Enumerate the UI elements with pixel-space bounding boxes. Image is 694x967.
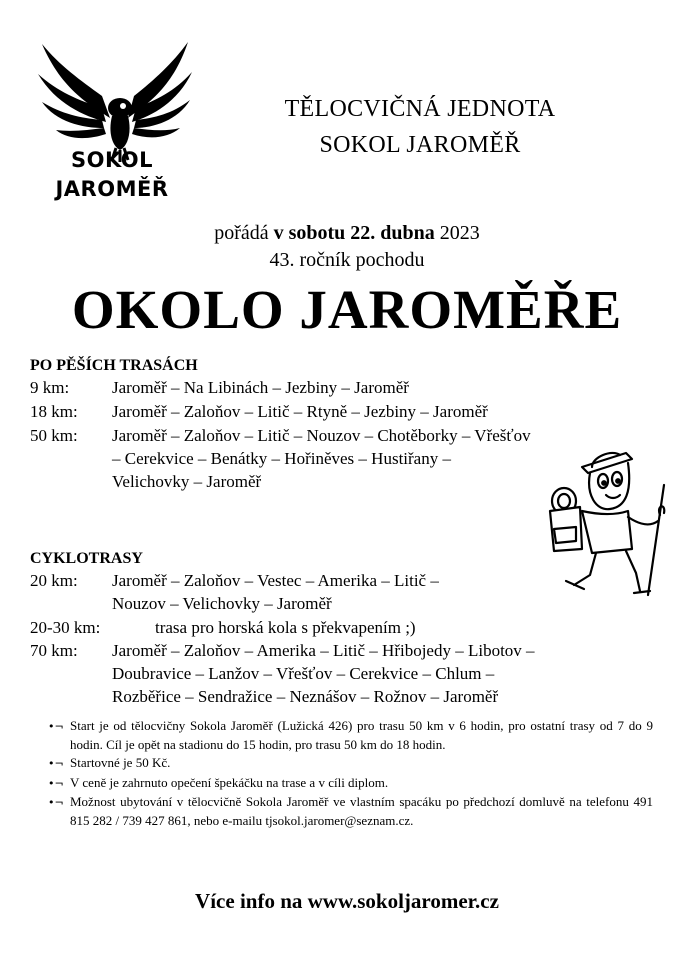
sokol-logo xyxy=(32,36,192,206)
event-date-line xyxy=(0,222,694,245)
route-distance: 18 km: xyxy=(30,402,78,421)
cycling-heading: CYKLOTRASY xyxy=(30,550,143,567)
route-line: Jaroměř – Zaloňov – Litič – Rtyně – Jezbiny – Jaroměř xyxy=(112,402,488,421)
bullet-icon: •¬ xyxy=(48,796,64,810)
event-title: OKOLO JAROMĚŘE xyxy=(71,279,623,340)
note-text: Možnost ubytování v tělocvičně Sokola Jaroměř ve vlastním spacáku po předchozí domluvě na telefonu 491 815 282 / 739 427 861, nebo e-mailu tjsokol.jaromer@seznam.cz. xyxy=(70,794,653,828)
logo-line2: JAROMĚŘ xyxy=(55,177,169,201)
list-item xyxy=(48,793,653,830)
route-line: – Cerekvice – Benátky – Hořiněves – Hustiřany – xyxy=(112,449,451,468)
route-distance: 20 km: xyxy=(30,571,78,590)
hiker-illustration-icon xyxy=(540,445,675,600)
route-line: Jaroměř – Zaloňov – Litič – Nouzov – Chotěborky – Vřešťov xyxy=(112,426,531,445)
route-line: Jaroměř – Zaloňov – Amerika – Litič – Hřibojedy – Libotov – xyxy=(112,641,535,660)
bullet-icon: •¬ xyxy=(48,757,64,771)
route-distance: 70 km: xyxy=(30,641,78,660)
footer-info: Více info na www.sokoljaromer.cz xyxy=(195,889,499,913)
event-edition: 43. ročník pochodu xyxy=(269,249,425,271)
falcon-icon xyxy=(32,36,192,166)
list-item xyxy=(48,717,653,754)
event-date: v sobotu 22. dubna xyxy=(273,222,435,244)
org-name-line2: SOKOL JAROMĚŘ xyxy=(319,132,521,158)
org-name-line1: TĚLOCVIČNÁ JEDNOTA xyxy=(284,96,556,122)
event-year: 2023 xyxy=(439,222,480,244)
event-prefix: pořádá xyxy=(214,222,269,244)
bullet-icon: •¬ xyxy=(48,720,64,733)
route-line: trasa pro horská kola s překvapením ;) xyxy=(155,618,416,637)
bullet-icon: •¬ xyxy=(48,776,64,790)
route-distance: 20-30 km: xyxy=(30,618,101,637)
route-distance: 50 km: xyxy=(30,426,78,445)
note-text: Start je od tělocvičny Sokola Jaroměř (Lužická 426) pro trasu 50 km v 6 hodin, pro ostatní trasy od 7 do 9 hodin. Cíl je opět na stadionu do 15 hodin, pro trasu 50 km do 18 hodin. xyxy=(70,718,653,752)
walking-heading: PO PĚŠÍCH TRASÁCH xyxy=(30,357,198,374)
list-item xyxy=(48,754,653,774)
list-item xyxy=(48,774,653,794)
note-text: Startovné je 50 Kč. xyxy=(70,755,171,771)
route-line: Nouzov – Velichovky – Jaroměř xyxy=(112,594,332,613)
route-line: Jaroměř – Na Libinách – Jezbiny – Jaroměř xyxy=(112,378,409,397)
route-line: Rozběřice – Sendražice – Neznášov – Rožnov – Jaroměř xyxy=(112,687,499,706)
notes-list xyxy=(48,717,653,831)
route-line: Velichovky – Jaroměř xyxy=(112,472,262,491)
logo-line1: SOKOL xyxy=(70,148,154,172)
note-text: V ceně je zahrnuto opečení špekáčku na trase a v cíli diplom. xyxy=(70,774,389,790)
route-line: Jaroměř – Zaloňov – Vestec – Amerika – Litič – xyxy=(112,571,439,590)
route-distance: 9 km: xyxy=(30,378,70,397)
route-line: Doubravice – Lanžov – Vřešťov – Cerekvice – Chlum – xyxy=(112,664,495,683)
